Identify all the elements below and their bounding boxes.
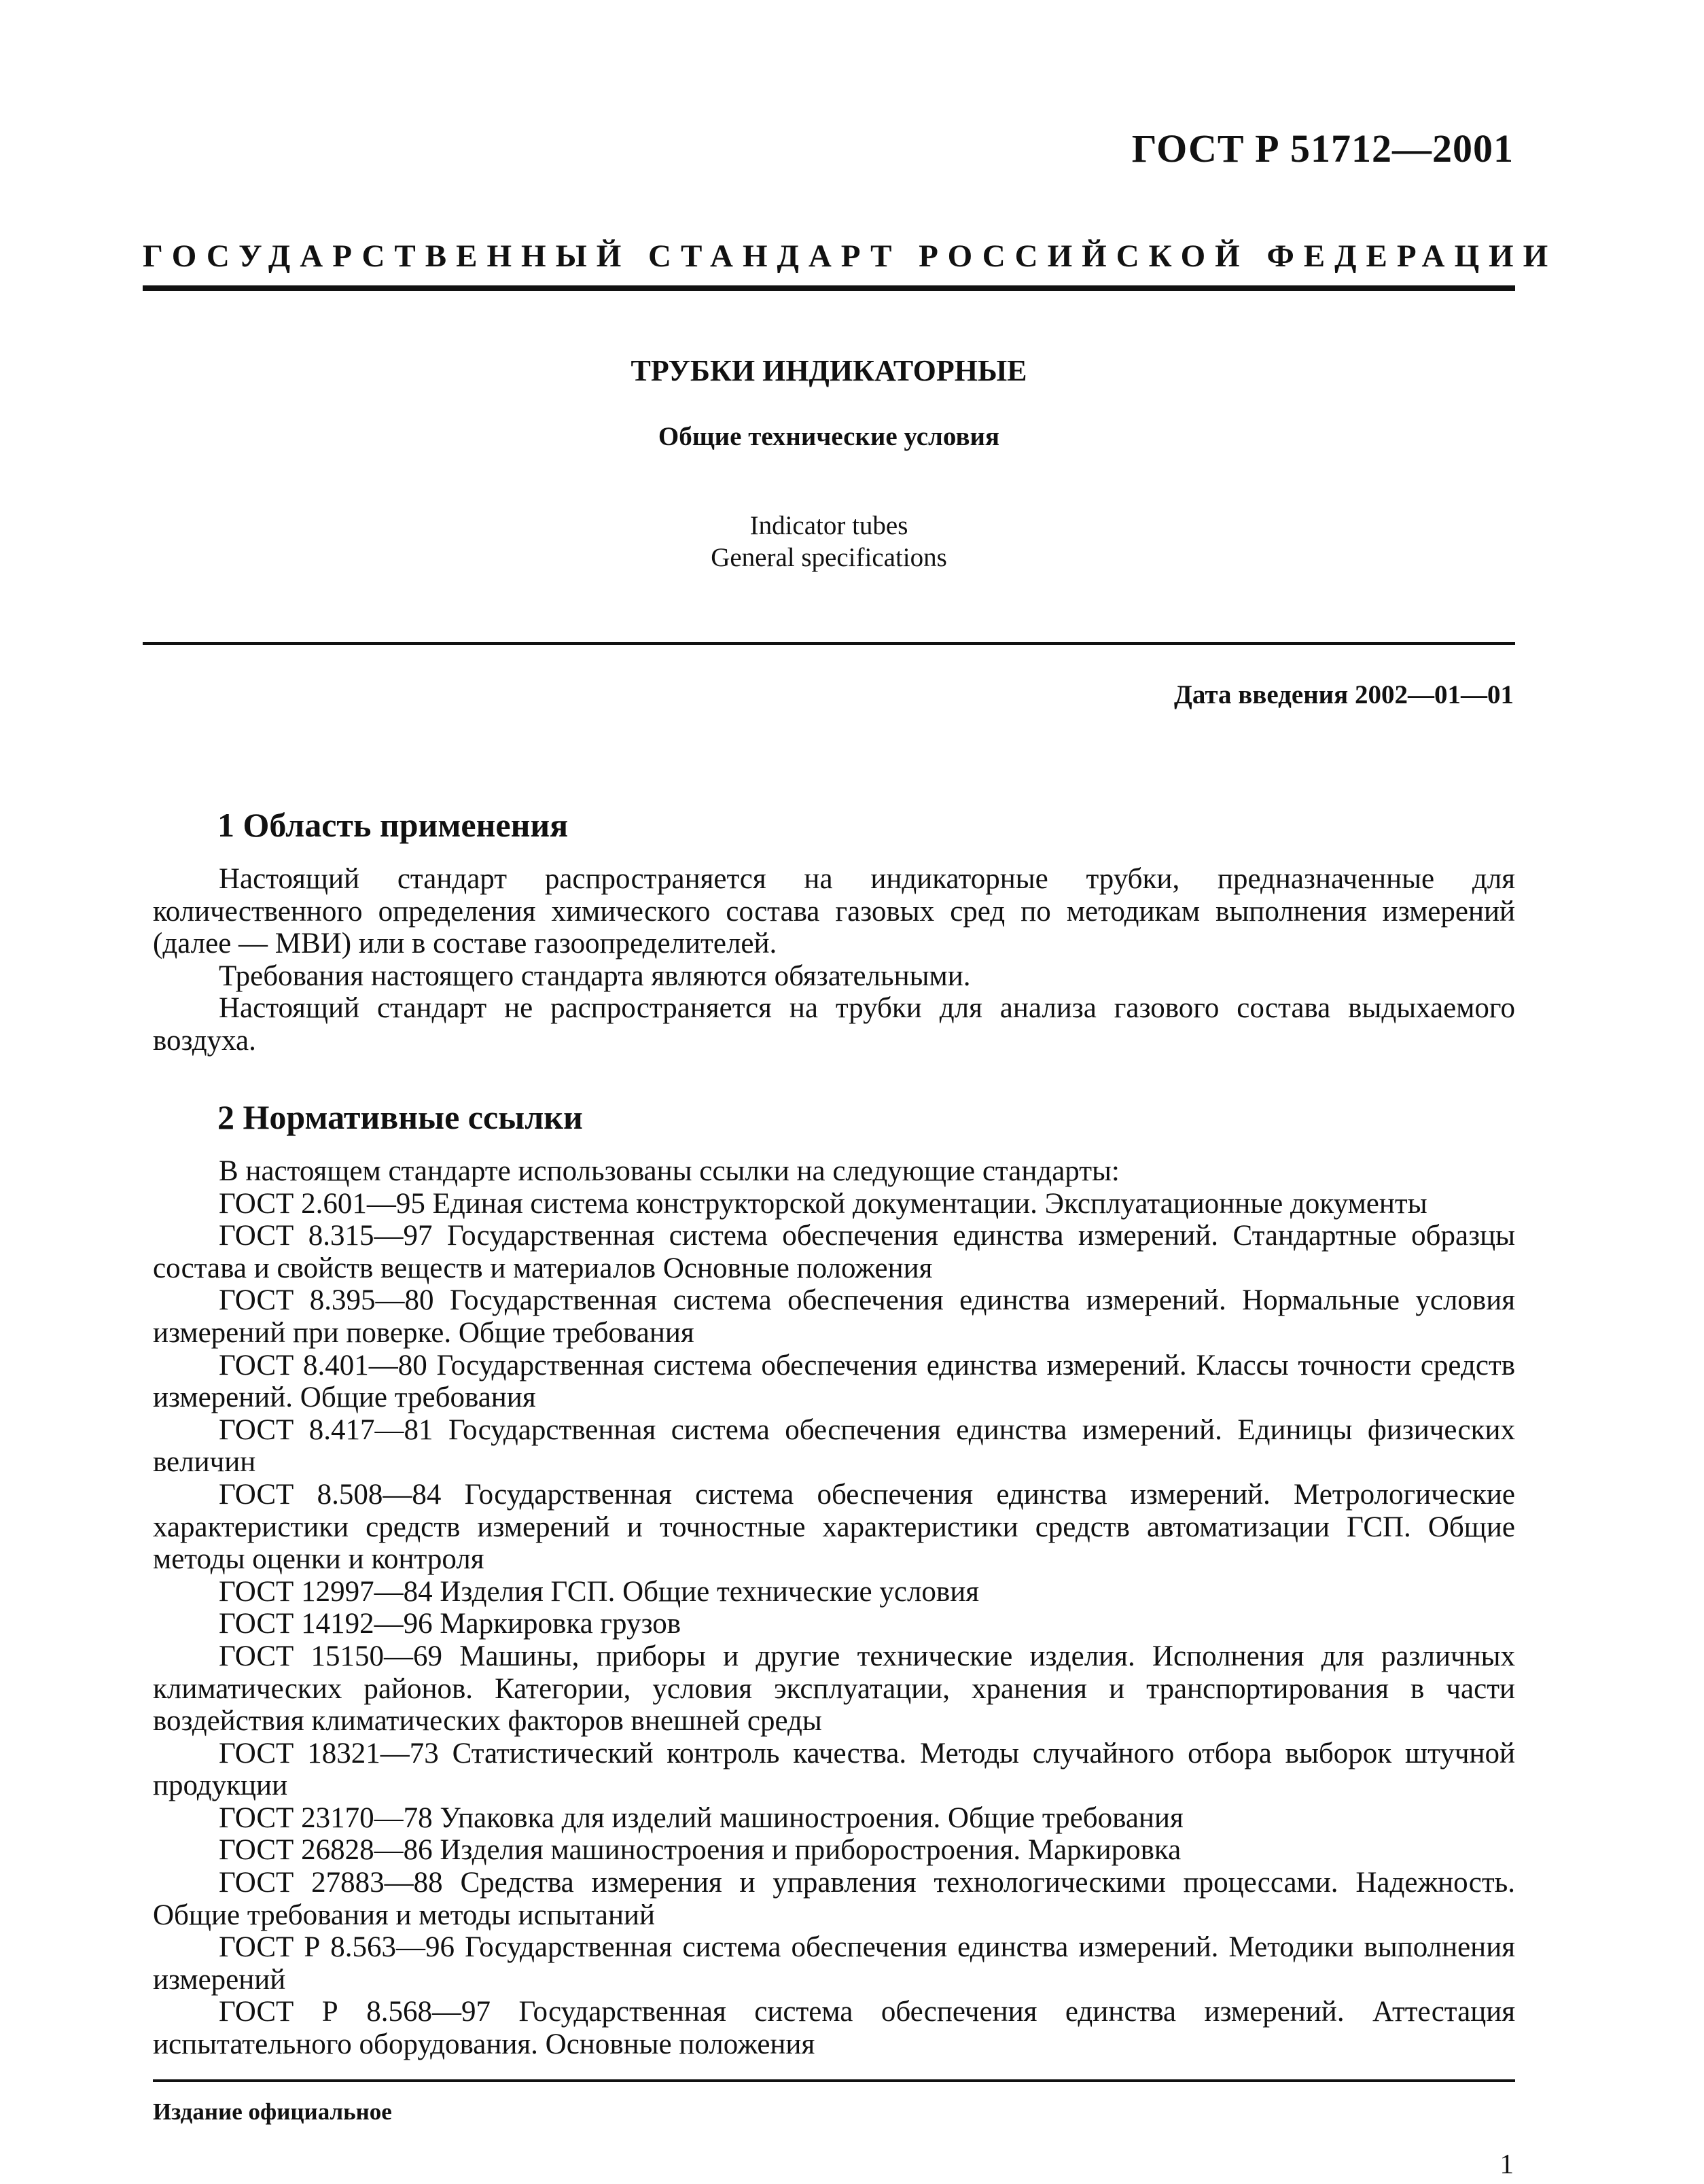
- reference-item: ГОСТ 8.401—80 Государственная система обеспечения единства измерений. Классы точности средств измерений. Общие требования: [153, 1349, 1515, 1414]
- reference-item: ГОСТ 2.601—95 Единая система конструкторской документации. Эксплуатационные документы: [219, 1187, 1427, 1220]
- title-divider: [143, 642, 1515, 645]
- document-subtitle: Общие технические условия: [658, 422, 1000, 451]
- official-edition-label: Издание официальное: [153, 2098, 392, 2125]
- section-2-body: [153, 1155, 1515, 2061]
- paragraph: Настоящий стандарт распространяется на индикаторные трубки, предназначенные для количественного определения химического состава газовых сред по методикам выполнения измерений (далее — МВИ) или в составе газоопределителей.: [153, 863, 1515, 960]
- introduction-date: Дата введения 2002—01—01: [1174, 680, 1514, 709]
- paragraph: Настоящий стандарт не распространяется на трубки для анализа газового состава выдыхаемого воздуха.: [153, 992, 1515, 1057]
- state-standard-title: ГОСУДАРСТВЕННЫЙ СТАНДАРТ РОССИЙСКОЙ ФЕДЕРАЦИИ: [143, 239, 1558, 274]
- section-1-heading: 1 Область применения: [217, 806, 569, 844]
- document-code: ГОСТ Р 51712—2001: [1131, 126, 1514, 171]
- page-number: 1: [1499, 2148, 1514, 2179]
- reference-item: ГОСТ 8.417—81 Государственная система обеспечения единства измерений. Единицы физических величин: [153, 1413, 1515, 1479]
- footer-divider: [153, 2079, 1515, 2082]
- header-divider: [143, 285, 1515, 291]
- reference-item: ГОСТ 12997—84 Изделия ГСП. Общие технические условия: [219, 1575, 980, 1608]
- reference-item: ГОСТ 27883—88 Средства измерения и управления технологическими процессами. Надежность. Общие требования и методы испытаний: [153, 1867, 1515, 1931]
- reference-item: ГОСТ 15150—69 Машины, приборы и другие технические изделия. Исполнения для различных климатических районов. Категории, условия эксплуатации, хранения и транспортирования в части воздействия климатических факторов внешней среды: [153, 1640, 1515, 1738]
- english-title-line: Indicator tubes: [749, 511, 908, 540]
- english-title: [143, 510, 1515, 574]
- reference-item: ГОСТ 14192—96 Маркировка грузов: [219, 1608, 681, 1640]
- paragraph: В настоящем стандарте использованы ссылки на следующие стандарты:: [219, 1155, 1120, 1187]
- reference-item: ГОСТ 18321—73 Статистический контроль качества. Методы случайного отбора выборок штучной продукции: [153, 1737, 1515, 1802]
- reference-item: ГОСТ 8.395—80 Государственная система обеспечения единства измерений. Нормальные условия измерений при поверке. Общие требования: [153, 1284, 1515, 1349]
- reference-item: ГОСТ 8.315—97 Государственная система обеспечения единства измерений. Стандартные образцы состава и свойств веществ и материалов Основные положения: [153, 1220, 1515, 1284]
- reference-item: ГОСТ 8.508—84 Государственная система обеспечения единства измерений. Метрологические характеристики средств измерений и точностные характеристики средств автоматизации ГСП. Общие методы оценки и контроля: [153, 1478, 1515, 1576]
- paragraph: Требования настоящего стандарта являются обязательными.: [219, 959, 971, 992]
- section-2-heading: 2 Нормативные ссылки: [217, 1098, 583, 1136]
- reference-item: ГОСТ Р 8.568—97 Государственная система обеспечения единства измерений. Аттестация испытательного оборудования. Основные положения: [153, 1996, 1515, 2061]
- reference-item: ГОСТ 26828—86 Изделия машиностроения и приборостроения. Маркировка: [219, 1834, 1182, 1867]
- document-title: ТРУБКИ ИНДИКАТОРНЫЕ: [631, 354, 1027, 387]
- reference-item: ГОСТ Р 8.563—96 Государственная система обеспечения единства измерений. Методики выполнения измерений: [153, 1931, 1515, 1996]
- section-1-body: [153, 863, 1515, 1057]
- reference-item: ГОСТ 23170—78 Упаковка для изделий машиностроения. Общие требования: [219, 1801, 1184, 1834]
- english-title-line: General specifications: [711, 543, 947, 572]
